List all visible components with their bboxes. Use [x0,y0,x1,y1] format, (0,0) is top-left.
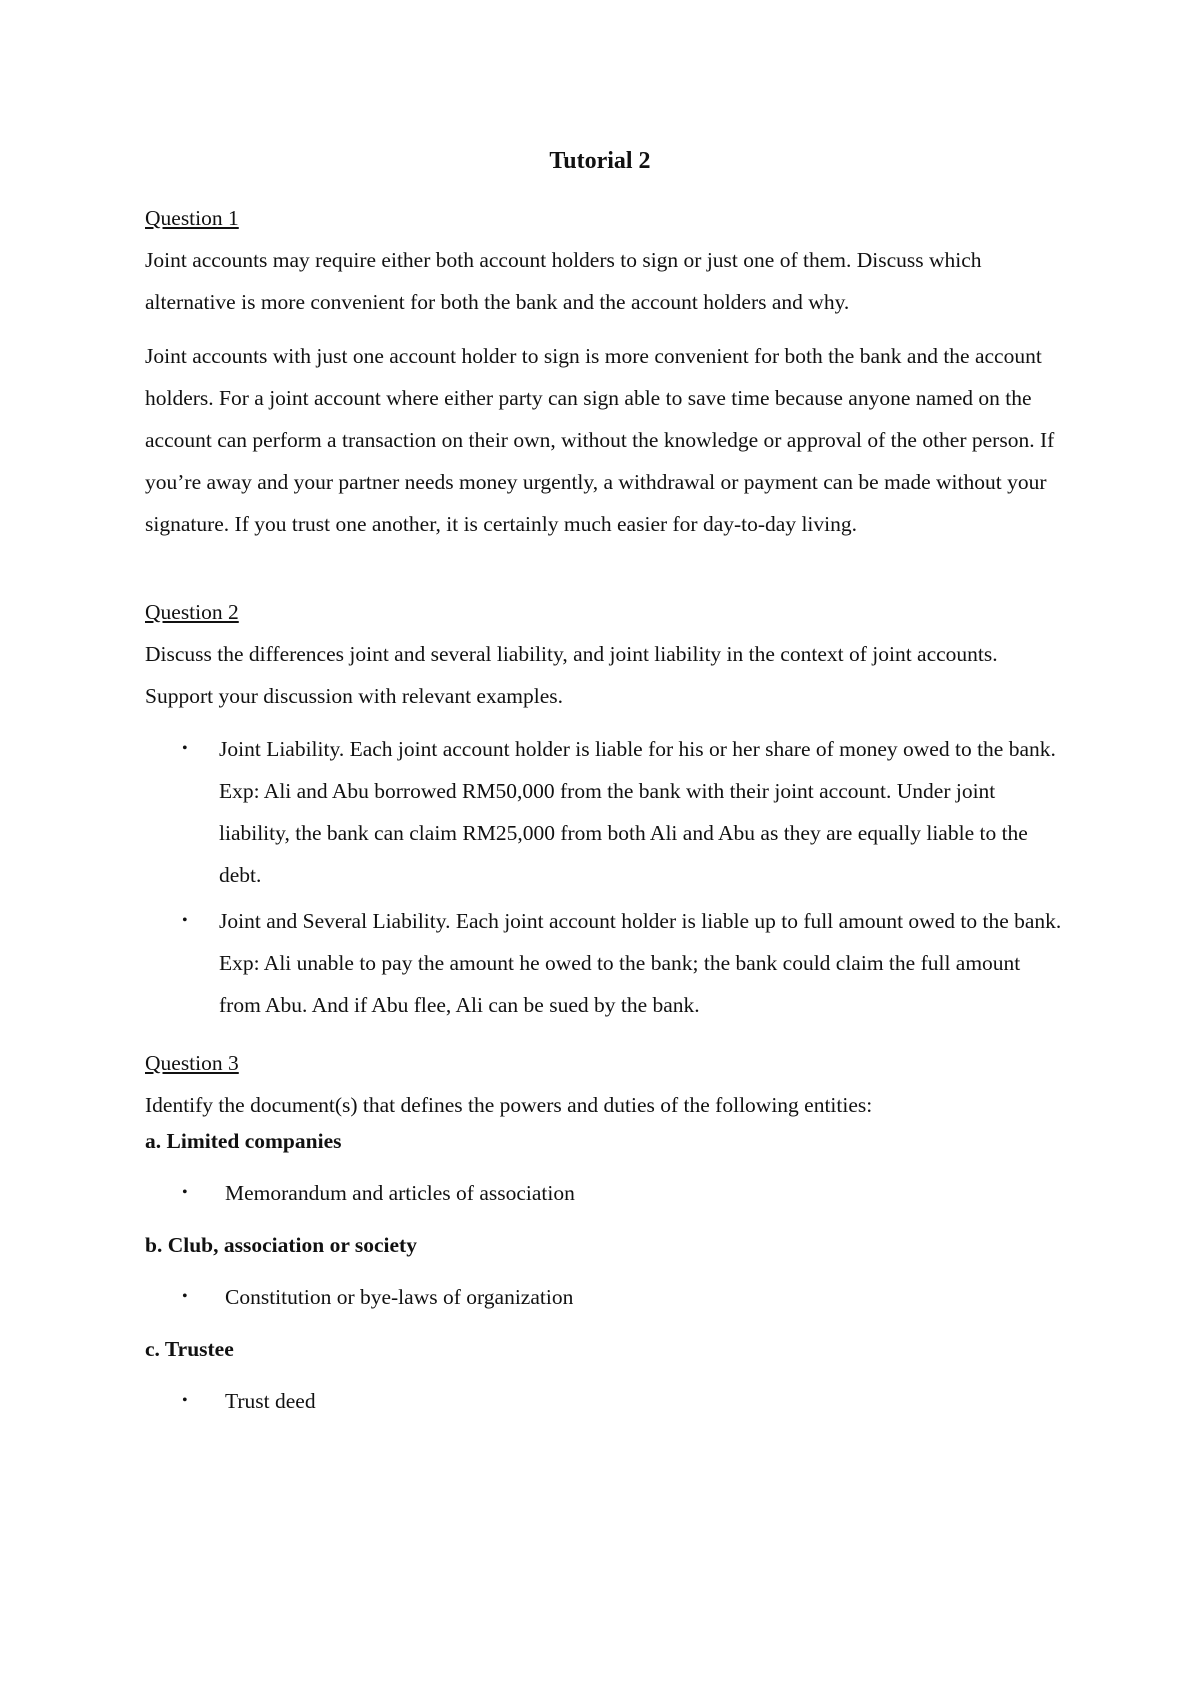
question-2-section [145,591,1065,717]
question-1-answer-text: Joint accounts with just one account holder to sign is more convenient for both the bank and the account holders. For a joint account where either party can sign able to save time because anyone named on the account can perform a transaction on their own, without the knowledge or approval of the other person. If you’re away and your partner needs money urgently, a withdrawal or payment can be made without your signature. If you trust one another, it is certainly much easier for day-to-day living. [145,344,1055,536]
entity-answer-b: Constitution or bye-laws of organization [225,1285,574,1309]
bullet-icon: • [182,912,188,929]
bullet-icon: • [182,1392,188,1409]
page-title: Tutorial 2 [549,148,651,174]
question-3-label: Question 3 [145,1051,239,1075]
question-1-section [145,197,1065,323]
entity-answer-a: Memorandum and articles of association [225,1181,575,1205]
entity-heading-a: a. Limited companies [145,1129,342,1153]
question-2-bullet-1: Joint Liability. Each joint account holder is liable for his or her share of money owed to the bank. Exp: Ali and Abu borrowed RM50,000 from the bank with their joint account. Under joint liability, the bank can claim RM25,000 from both Ali and Abu as they are equally liable to the debt. [219,737,1056,887]
entity-heading-c: c. Trustee [145,1337,234,1361]
question-2-prompt: Discuss the differences joint and several liability, and joint liability in the context of joint accounts. Support your discussion with relevant examples. [145,642,998,708]
list-item [145,900,1065,1026]
question-3-prompt: Identify the document(s) that defines the powers and duties of the following entities: [145,1093,873,1117]
bullet-icon: • [182,740,188,757]
bullet-icon: • [182,1288,188,1305]
question-1-prompt: Joint accounts may require either both account holders to sign or just one of them. Discuss which alternative is more convenient for both the bank and the account holders and why. [145,248,982,314]
entity-answer-c: Trust deed [225,1389,316,1413]
list-item [145,728,1065,896]
question-2-bullet-list-2 [145,900,1065,1026]
entity-heading-b: b. Club, association or society [145,1233,417,1257]
question-2-bullet-list [145,728,1065,896]
question-2-bullet-2: Joint and Several Liability. Each joint account holder is liable up to full amount owed to the bank. Exp: Ali unable to pay the amount he owed to the bank; the bank could claim the full amount from Abu. And if Abu flee, Ali can be sued by the bank. [219,909,1062,1017]
question-1-label: Question 1 [145,206,239,230]
question-3-section [145,1042,1065,1126]
bullet-icon: • [182,1184,188,1201]
question-2-label: Question 2 [145,600,239,624]
question-1-answer [145,335,1065,545]
